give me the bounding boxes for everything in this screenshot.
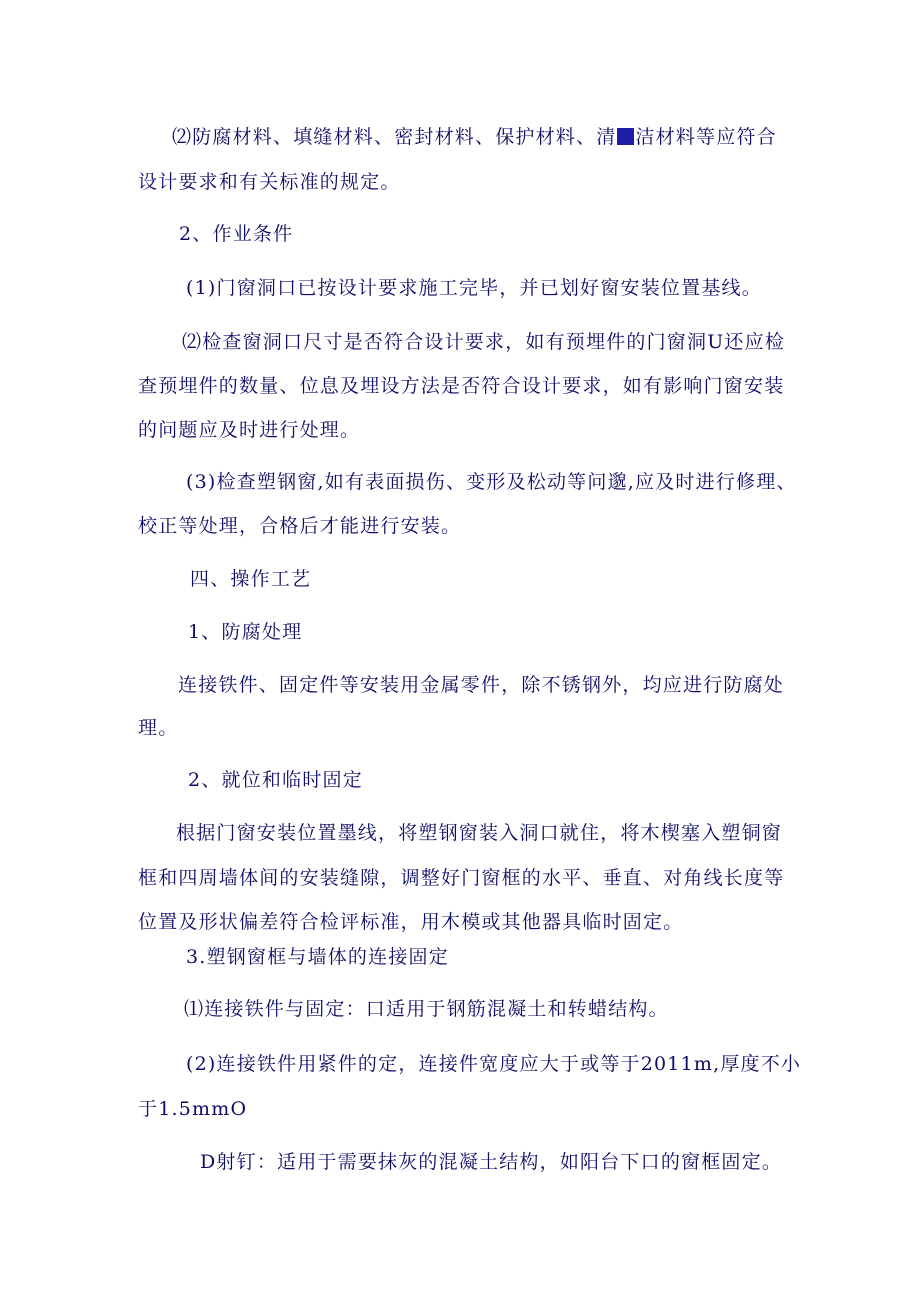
paragraph-14-line-1: D射钉：适用于需要抹灰的混凝土结构，如阳台下口的窗框固定。 xyxy=(200,1151,783,1173)
paragraph-12-line-1: ⑴连接铁件与固定：口适用于钢筋混凝土和转蜡结构。 xyxy=(184,998,669,1020)
text-segment: ⑵防腐材料、填缝材料、密封材料、保护材料、清 xyxy=(172,126,617,148)
subheading-anticorrosion: 1、防腐处理 xyxy=(188,621,303,643)
section-heading-work-conditions: 2、作业条件 xyxy=(179,223,294,245)
paragraph-10-line-2: 框和四周墙体间的安装缝隙，调整好门窗框的水平、垂直、对角线长度等 xyxy=(138,867,785,889)
paragraph-4-line-2: 查预埋件的数量、位息及埋设方法是否符合设计要求，如有影响门窗安装 xyxy=(138,375,785,397)
paragraph-1-line-2: 设计要求和有关标准的规定。 xyxy=(138,171,401,193)
paragraph-10-line-3: 位置及形状偏差符合检评标准，用木模或其他器具临时固定。 xyxy=(138,911,684,933)
paragraph-3-line-1: (1)门窗洞口已按设计要求施工完毕，并已划好窗安装位置基线。 xyxy=(186,277,762,299)
redaction-mark-icon xyxy=(617,128,634,145)
paragraph-1-line-1 xyxy=(172,125,777,149)
paragraph-8-line-2: 理。 xyxy=(138,717,179,739)
paragraph-4-line-3: 的问题应及时进行处理。 xyxy=(138,419,361,441)
paragraph-10-line-1: 根据门窗安装位置墨线，将塑钢窗装入洞口就住，将木楔塞入塑铜窗 xyxy=(176,822,783,844)
text-segment: 洁材料等应符合 xyxy=(635,126,777,148)
paragraph-4-line-1: ⑵检查窗洞口尺寸是否符合设计要求，如有预埋件的门窗洞U还应检 xyxy=(182,331,786,353)
paragraph-5-line-2: 校正等处理，合格后才能进行安装。 xyxy=(138,515,462,537)
paragraph-8-line-1: 连接铁件、固定件等安装用金属零件，除不锈钢外，均应进行防腐处 xyxy=(178,674,785,696)
section-heading-operation-process: 四、操作工艺 xyxy=(190,568,312,590)
paragraph-13-line-2: 于1.5mmO xyxy=(138,1098,248,1120)
paragraph-13-line-1: (2)连接铁件用紧件的定，连接件宽度应大于或等于2011m,厚度不小 xyxy=(186,1053,802,1075)
subheading-positioning: 2、就位和临时固定 xyxy=(188,769,363,791)
subheading-frame-wall-connection: 3.塑钢窗框与墙体的连接固定 xyxy=(186,946,449,968)
paragraph-5-line-1: (3)检查塑钢窗,如有表面损伤、变形及松动等问邈,应及时进行修理、 xyxy=(186,471,797,493)
